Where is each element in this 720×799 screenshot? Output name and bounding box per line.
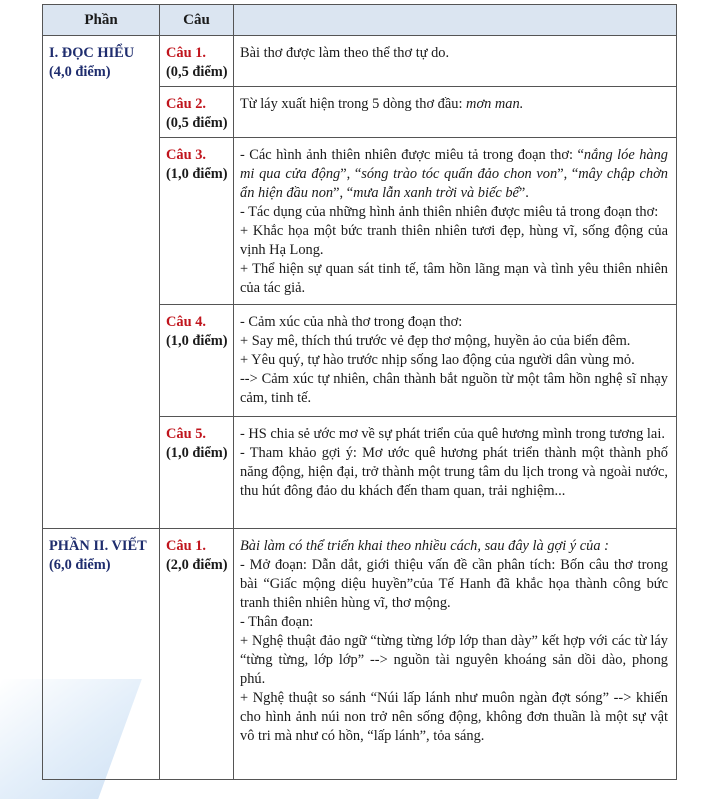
answer-line: - Cảm xúc của nhà thơ trong đoạn thơ:: [240, 314, 463, 330]
answer-line: - Tác dụng của những hình ảnh thiên nhiên được miêu tả trong đoạn thơ:: [240, 204, 659, 220]
table-row: [43, 529, 677, 780]
section-writing: [43, 529, 160, 780]
question-cell: [160, 138, 234, 305]
question-label: Câu 4.: [166, 314, 206, 330]
answer-cell: [234, 529, 677, 780]
header-part: Phần: [43, 5, 160, 36]
answer-italic: mơn man.: [466, 96, 524, 112]
section-title: I. ĐỌC HIỂU: [49, 45, 135, 61]
quote: mưa lẫn xanh trời và biếc bể: [353, 185, 519, 201]
answer-text: Từ láy xuất hiện trong 5 dòng thơ đầu:: [240, 96, 467, 112]
question-cell: [160, 529, 234, 780]
answer-line: [240, 95, 668, 114]
question-cell: [160, 36, 234, 87]
answer-cell: [234, 138, 677, 305]
answer-line: Bài thơ được làm theo thể thơ tự do.: [240, 45, 450, 61]
table-row: [43, 36, 677, 87]
question-cell: [160, 305, 234, 417]
question-points: (2,0 điểm): [166, 557, 228, 573]
answer-line: - HS chia sẻ ước mơ về sự phát triển của quê hương mình trong tương lai.: [240, 426, 665, 442]
header-row: [43, 5, 677, 36]
quote: nắng lóe hàng mi qua cửa động: [240, 147, 669, 182]
answer-text: ”, “: [333, 185, 354, 201]
question-points: (1,0 điểm): [166, 333, 228, 349]
answer-line: + Thể hiện sự quan sát tinh tế, tâm hồn lãng mạn và tình yêu thiên nhiên của tác giả.: [240, 261, 668, 296]
quote: mây chập chờn ẩn hiện đầu non: [240, 166, 668, 201]
answer-intro: Bài làm có thể triển khai theo nhiều cách, sau đây là gợi ý của :: [240, 538, 609, 554]
answer-text: ”, “: [340, 166, 362, 182]
answer-text: ”, “: [557, 166, 579, 182]
answer-line: - Mở đoạn: Dẫn dắt, giới thiệu vấn đề cần phân tích: Bốn câu thơ trong bài “Giấc mộng diệu huyền”của Tế Hanh đã khắc họa thành công bức tranh thiên nhiên hùng vĩ, thơ mộng.: [240, 557, 668, 611]
answer-text: ”.: [518, 185, 529, 201]
answer-line: + Khắc họa một bức tranh thiên nhiên tươi đẹp, hùng vĩ, sống động của vịnh Hạ Long.: [240, 223, 668, 258]
answer-cell: [234, 36, 677, 87]
answer-text: - Các hình ảnh thiên nhiên được miêu tả trong đoạn thơ: “: [240, 147, 584, 163]
answer-line: [240, 146, 668, 203]
question-label: Câu 1.: [166, 45, 206, 61]
answer-line: + Nghệ thuật so sánh “Núi lấp lánh như muôn ngàn đợt sóng” --> khiến cho hình ảnh núi non trở nên sống động, không đơn thuần là một sự vật vô tri mà như có hồn, “lấp lánh”, tỏa sáng.: [240, 690, 668, 744]
answer-line: - Thân đoạn:: [240, 614, 314, 630]
question-points: (1,0 điểm): [166, 445, 228, 461]
answer-cell: [234, 305, 677, 417]
question-label: Câu 5.: [166, 426, 206, 442]
answer-cell: [234, 87, 677, 138]
answer-line: --> Cảm xúc tự nhiên, chân thành bắt nguồn từ một tâm hồn nghệ sĩ nhạy cảm, tinh tế.: [240, 371, 668, 406]
answer-cell: [234, 417, 677, 529]
question-cell: [160, 87, 234, 138]
section-reading: [43, 36, 160, 529]
question-label: Câu 2.: [166, 96, 206, 112]
question-label: Câu 1.: [166, 538, 206, 554]
section-title: PHẦN II. VIẾT: [49, 538, 147, 554]
answer-line: - Tham khảo gợi ý: Mơ ước quê hương phát triển thành một thành phố năng động, hiện đại, trở thành một trung tâm du lịch trong và ngoài nước, thu hút đông đảo du khách đến tham quan, trải nghiệm...: [240, 445, 668, 499]
question-points: (0,5 điểm): [166, 64, 228, 80]
question-cell: [160, 417, 234, 529]
answer-line: + Say mê, thích thú trước vẻ đẹp thơ mộng, huyền ảo của biển đêm.: [240, 333, 631, 349]
quote: sóng trào tóc quấn đảo chon von: [361, 166, 558, 182]
question-label: Câu 3.: [166, 147, 206, 163]
header-question: Câu: [160, 5, 234, 36]
section-points: (4,0 điểm): [49, 64, 111, 80]
question-points: (1,0 điểm): [166, 166, 228, 182]
answer-line: + Nghệ thuật đảo ngữ “từng từng lớp lớp than dày” kết hợp với các từ láy “từng từng, lớp lớp” --> nguồn tài nguyên khoáng sản dồi dào, phong phú.: [240, 633, 668, 687]
question-points: (0,5 điểm): [166, 115, 228, 131]
answer-line: + Yêu quý, tự hào trước nhịp sống lao động của người dân vùng mỏ.: [240, 352, 635, 368]
header-answer: [234, 5, 677, 36]
section-points: (6,0 điểm): [49, 557, 111, 573]
answer-key-table: [42, 4, 677, 780]
